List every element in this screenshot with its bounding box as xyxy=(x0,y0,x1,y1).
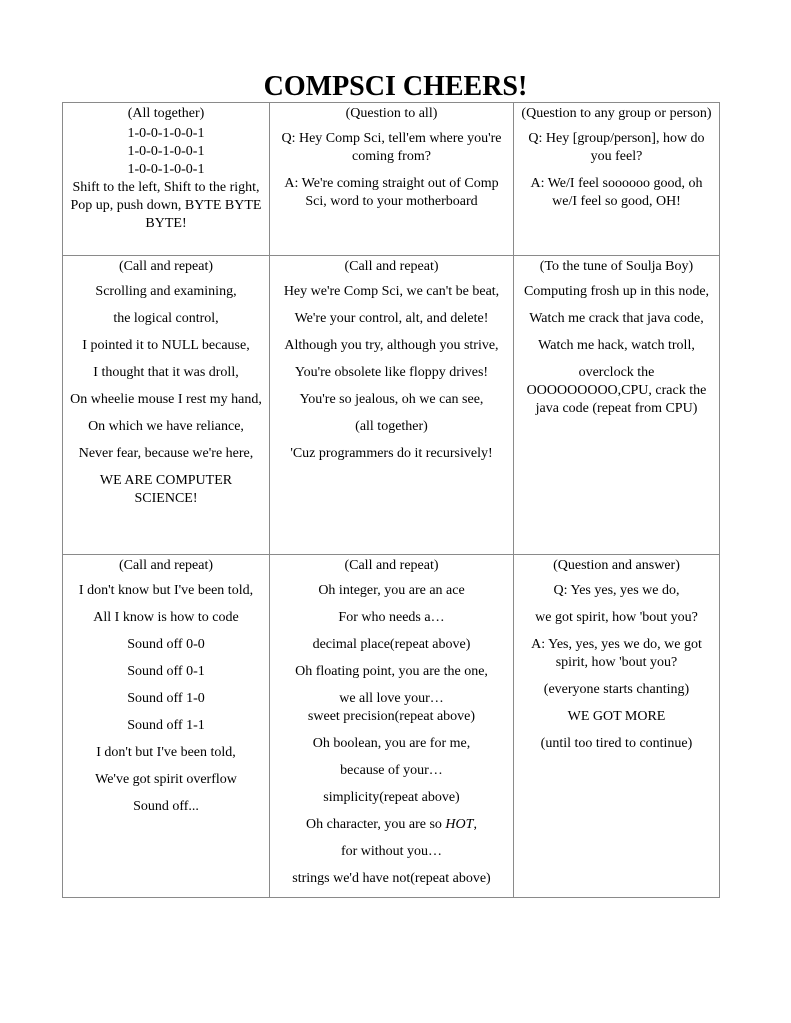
cell-heading: (All together) xyxy=(127,106,205,121)
cell-heading: (Call and repeat) xyxy=(344,259,439,274)
cheer-line: (everyone starts chanting) xyxy=(543,682,690,697)
cheer-line: 1-0-0-1-0-0-1 xyxy=(127,162,205,177)
cheer-line: You're obsolete like floppy drives! xyxy=(294,365,489,380)
cheer-cell-question-and-answer xyxy=(514,555,720,898)
cheer-line: WE GOT MORE xyxy=(567,709,666,724)
cell-heading: (Question to any group or person) xyxy=(521,106,712,121)
table-row xyxy=(63,103,720,256)
cheer-line: overclock the OOOOOOOOO,CPU, crack the java code (repeat from CPU) xyxy=(526,365,707,416)
cell-heading: (Call and repeat) xyxy=(118,259,214,274)
cheer-cell-soulja-boy xyxy=(514,256,720,555)
cheer-line: 1-0-0-1-0-0-1 xyxy=(127,144,205,159)
cheer-line: Hey we're Comp Sci, we can't be beat, xyxy=(283,284,500,299)
cheer-cell-all-together xyxy=(63,103,270,256)
cheer-cell-question-to-all xyxy=(270,103,514,256)
cheer-cell-call-and-repeat-1 xyxy=(63,256,270,555)
cheer-line: we all love your… xyxy=(339,691,444,706)
cheer-line: On which we have reliance, xyxy=(88,419,244,434)
cell-heading: (Question to all) xyxy=(345,106,438,121)
cheer-line: You're so jealous, oh we can see, xyxy=(299,392,484,407)
cheer-line: A: We/I feel soooooo good, oh we/I feel so good, OH! xyxy=(530,176,703,209)
cheer-line-hot xyxy=(276,816,507,834)
cheer-line: A: Yes, yes, yes we do, we got spirit, how 'bout you? xyxy=(531,637,702,670)
cheer-line: Oh character, you are so xyxy=(306,817,446,832)
cheer-line: Shift to the left, Shift to the right, Pop up, push down, BYTE BYTE BYTE! xyxy=(70,180,262,231)
cheer-line: because of your… xyxy=(340,763,443,778)
cheer-line: Q: Hey [group/person], how do you feel? xyxy=(528,131,705,164)
cheer-line: Computing frosh up in this node, xyxy=(523,284,710,299)
cheer-line: (all together) xyxy=(355,419,428,434)
cheer-line: Scrolling and examining, xyxy=(95,284,237,299)
cheer-line: strings we'd have not(repeat above) xyxy=(292,871,491,886)
cheers-table xyxy=(62,102,720,898)
cheer-line: (until too tired to continue) xyxy=(540,736,693,751)
cheer-line: Never fear, because we're here, xyxy=(78,446,254,461)
cell-heading: (To the tune of Soulja Boy) xyxy=(539,259,694,274)
cheer-line: Sound off... xyxy=(133,799,199,814)
cheer-line: I pointed it to NULL because, xyxy=(82,338,250,353)
table-row xyxy=(63,555,720,898)
cheer-line: I don't know but I've been told, xyxy=(78,583,254,598)
cheer-line: Watch me crack that java code, xyxy=(529,311,704,326)
cheer-line: 'Cuz programmers do it recursively! xyxy=(290,446,493,461)
cheer-line: Sound off 1-0 xyxy=(127,691,205,706)
cheer-cell-call-and-repeat-3 xyxy=(63,555,270,898)
cheer-line: We've got spirit overflow xyxy=(95,772,237,787)
hot-emphasis: HOT xyxy=(445,817,474,832)
cell-heading: (Call and repeat) xyxy=(118,558,214,573)
table-row xyxy=(63,256,720,555)
cheer-line: Q: Yes yes, yes we do, xyxy=(553,583,680,598)
cheer-line: the logical control, xyxy=(113,311,219,326)
cheer-line: Sound off 1-1 xyxy=(127,718,205,733)
cheer-line: we got spirit, how 'bout you? xyxy=(535,610,698,625)
cheer-line: Q: Hey Comp Sci, tell'em where you're coming from? xyxy=(281,131,502,164)
cheer-line: All I know is how to code xyxy=(93,610,239,625)
cheer-line: A: We're coming straight out of Comp Sci, word to your motherboard xyxy=(284,176,499,209)
cheer-line: simplicity(repeat above) xyxy=(323,790,460,805)
cheer-line: Sound off 0-1 xyxy=(127,664,205,679)
cell-heading: (Call and repeat) xyxy=(344,558,439,573)
cheer-line-comma: , xyxy=(473,817,477,832)
cheer-line: sweet precision(repeat above) xyxy=(307,709,476,724)
cheer-line: Although you try, although you strive, xyxy=(284,338,499,353)
cheer-line: We're your control, alt, and delete! xyxy=(294,311,489,326)
cheer-line: Watch me hack, watch troll, xyxy=(538,338,695,353)
cheer-line: On wheelie mouse I rest my hand, xyxy=(70,392,262,407)
cheer-line: Oh boolean, you are for me, xyxy=(312,736,471,751)
cheer-cell-question-to-group xyxy=(514,103,720,256)
cheer-line: decimal place(repeat above) xyxy=(312,637,471,652)
cheer-line: Sound off 0-0 xyxy=(127,637,205,652)
cheer-line: WE ARE COMPUTER SCIENCE! xyxy=(99,473,233,506)
page-title: COMPSCI CHEERS! xyxy=(263,71,528,102)
cheer-line: Oh integer, you are an ace xyxy=(318,583,465,598)
cheer-line: for without you… xyxy=(340,844,443,859)
cheer-line: For who needs a… xyxy=(338,610,445,625)
cheer-cell-call-and-repeat-2 xyxy=(270,256,514,555)
cell-heading: (Question and answer) xyxy=(553,558,680,573)
cheer-line: I thought that it was droll, xyxy=(93,365,239,380)
cheer-cell-call-and-repeat-4 xyxy=(270,555,514,898)
cheer-line: 1-0-0-1-0-0-1 xyxy=(127,126,205,141)
cheer-line: Oh floating point, you are the one, xyxy=(295,664,488,679)
cheer-line: I don't but I've been told, xyxy=(96,745,236,760)
